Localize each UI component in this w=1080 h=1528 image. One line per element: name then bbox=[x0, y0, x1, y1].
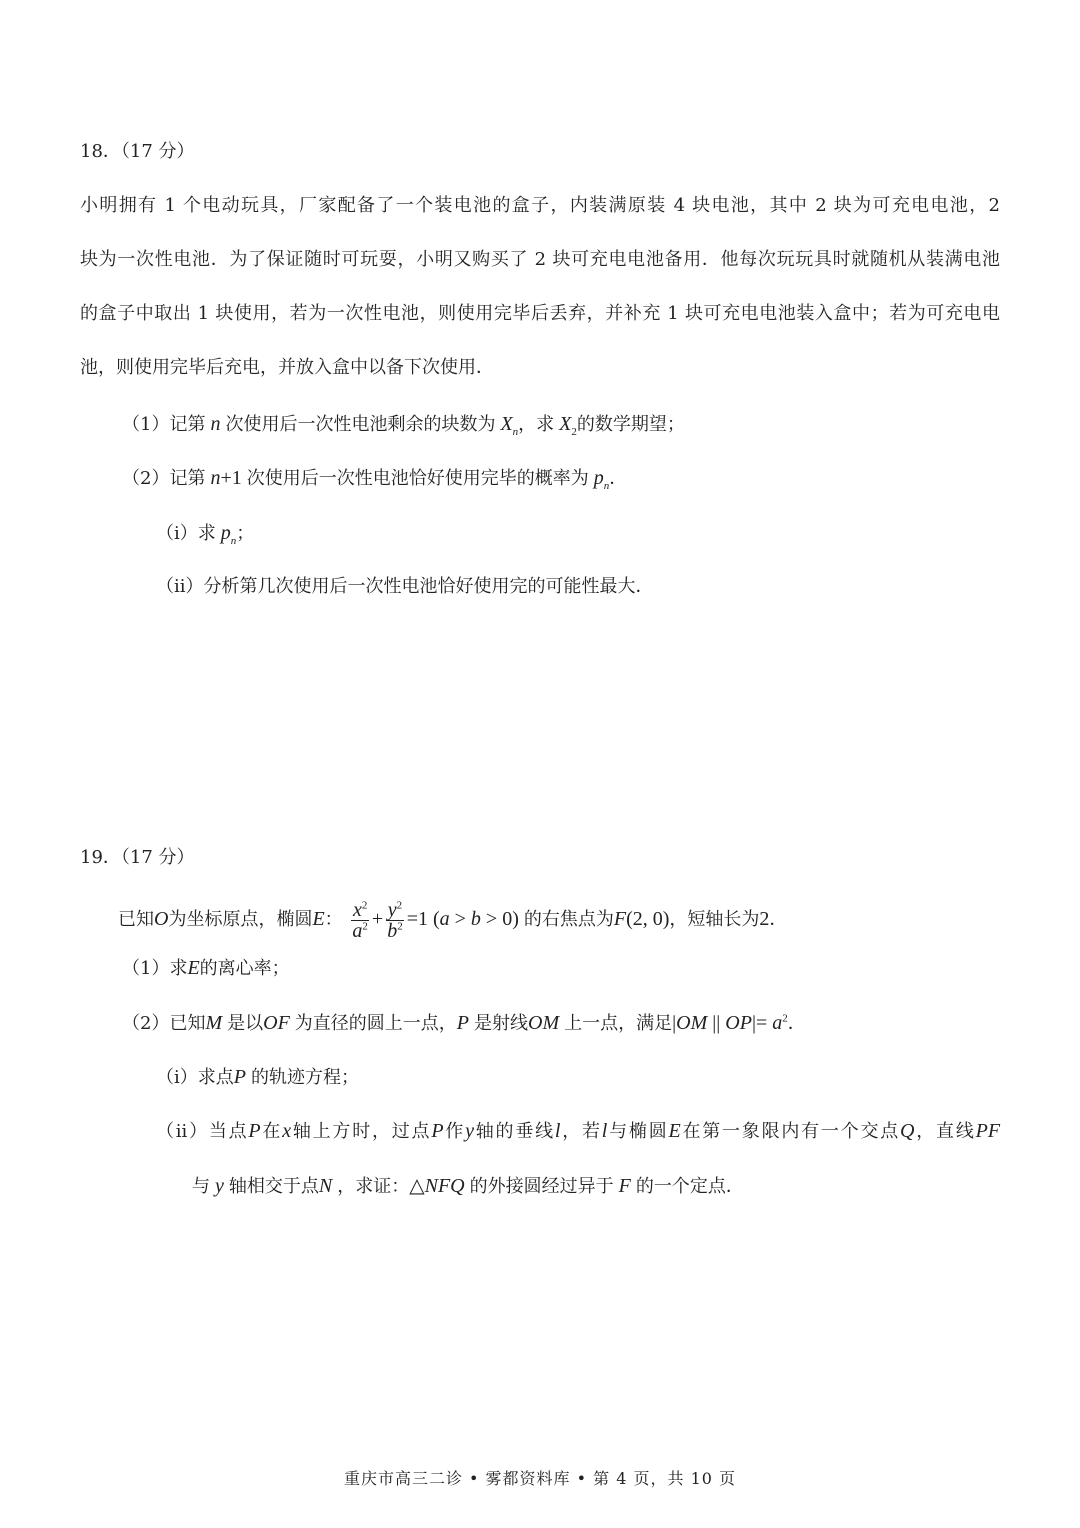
math-OF: OF bbox=[263, 1012, 295, 1034]
math-P: P bbox=[248, 1120, 261, 1142]
q18-paragraph-line-2: 块为一次性电池．为了保证随时可玩耍，小明又购买了 2 块可充电电池备用．他每次玩玩具时就随机从装满电池 bbox=[80, 249, 1000, 270]
math-P: P bbox=[233, 1066, 251, 1088]
math-y: y bbox=[210, 1175, 229, 1197]
q19-subquestion-2-ii-line-2: 与 y 轴相交于点N ，求证：△NFQ 的外接圆经过异于 F 的一个定点． bbox=[192, 1175, 744, 1197]
q18-subquestion-1: （1）记第 n 次使用后一次性电池剩余的块数为 $X_n$，求 $X_2$的数学期望； bbox=[122, 413, 685, 438]
math-l: l bbox=[554, 1120, 561, 1142]
math-PF: PF bbox=[975, 1120, 1001, 1142]
q18-paragraph-line-3: 的盒子中取出 1 块使用，若为一次性电池，则使用完毕后丢弃，并补充 1 块可充电电池装入盒中；若为可充电电 bbox=[80, 303, 1000, 324]
q19-subquestion-2: （2）已知M 是以OF 为直径的圆上一点，P 是射线OM 上一点，满足|OM || $OP|= a^2$． bbox=[122, 1012, 806, 1034]
math-p-n: $p_n$ bbox=[215, 522, 237, 547]
math-OM-OP-condition: |OM || $OP|= a^2$ bbox=[672, 1012, 788, 1034]
page-footer: 重庆市高三二诊 • 雾都资料库 • 第 4 页，共 10 页 bbox=[343, 1469, 737, 1488]
math-P: P bbox=[431, 1120, 444, 1142]
q19-subquestion-2-ii-line-1: （ii）当点P在x轴上方时，过点P作y轴的垂线l，若l与椭圆E在第一象限内有一个交点Q，直线PF bbox=[156, 1120, 1001, 1142]
math-OM: OM bbox=[528, 1012, 565, 1034]
q18-paragraph-line-1: 小明拥有 1 个电动玩具，厂家配备了一个装电池的盒子，内装满原装 4 块电池，其中 2 块为可充电电池，2 bbox=[80, 195, 1000, 216]
q18-paragraph-line-4: 池，则使用完毕后充电，并放入盒中以备下次使用． bbox=[80, 357, 494, 378]
math-X-2: $X_2$ bbox=[554, 413, 577, 438]
q19-intro: 已知O为坐标原点，椭圆E： $\frac{x^2}{a^2}$ + $\frac{y^2}{b^2}$ =1 (a > b > 0) 的右焦点为F(2, 0)，短轴长为2． bbox=[118, 899, 788, 942]
math-F: F bbox=[613, 1175, 636, 1197]
q18-subquestion-2-i: （i）求 $p_n$； bbox=[156, 522, 255, 547]
math-M: M bbox=[205, 1012, 228, 1034]
math-l: l bbox=[601, 1120, 608, 1142]
q18-subquestion-2-ii: （ii）分析第几次使用后一次性电池恰好使用完的可能性最大． bbox=[156, 576, 654, 597]
math-E: E bbox=[187, 957, 200, 979]
q19-header: 19．（17 分） bbox=[80, 847, 195, 868]
math-n: n bbox=[205, 413, 226, 435]
math-2: 2 bbox=[759, 908, 770, 931]
math-O: O bbox=[154, 908, 169, 931]
q19-subquestion-2-i: （i）求点P 的轨迹方程； bbox=[156, 1066, 359, 1088]
q19-subquestion-1: （1）求E的离心率； bbox=[122, 957, 290, 979]
math-P: P bbox=[456, 1012, 475, 1034]
math-triangle-NFQ: △NFQ bbox=[409, 1175, 470, 1197]
math-x: x bbox=[282, 1120, 292, 1142]
ellipse-equation: $\frac{x^2}{a^2}$ + $\frac{y^2}{b^2}$ =1 (a > b > 0) bbox=[352, 899, 519, 942]
math-y: y bbox=[465, 1120, 474, 1142]
math-F-point: F(2, 0) bbox=[613, 908, 670, 931]
q18-subquestion-2: （2）记第 n+1 次使用后一次性电池恰好使用完毕的概率为 $p_n$． bbox=[122, 467, 628, 492]
math-Q: Q bbox=[900, 1120, 915, 1142]
math-E: E bbox=[668, 1120, 681, 1142]
math-N: N bbox=[318, 1175, 338, 1197]
math-n-plus-1: n+1 bbox=[205, 467, 242, 489]
math-p-n: $p_n$ bbox=[588, 467, 610, 492]
q18-header: 18．（17 分） bbox=[80, 141, 195, 162]
math-E: E bbox=[312, 908, 325, 931]
math-X-n: $X_n$ bbox=[495, 413, 519, 438]
